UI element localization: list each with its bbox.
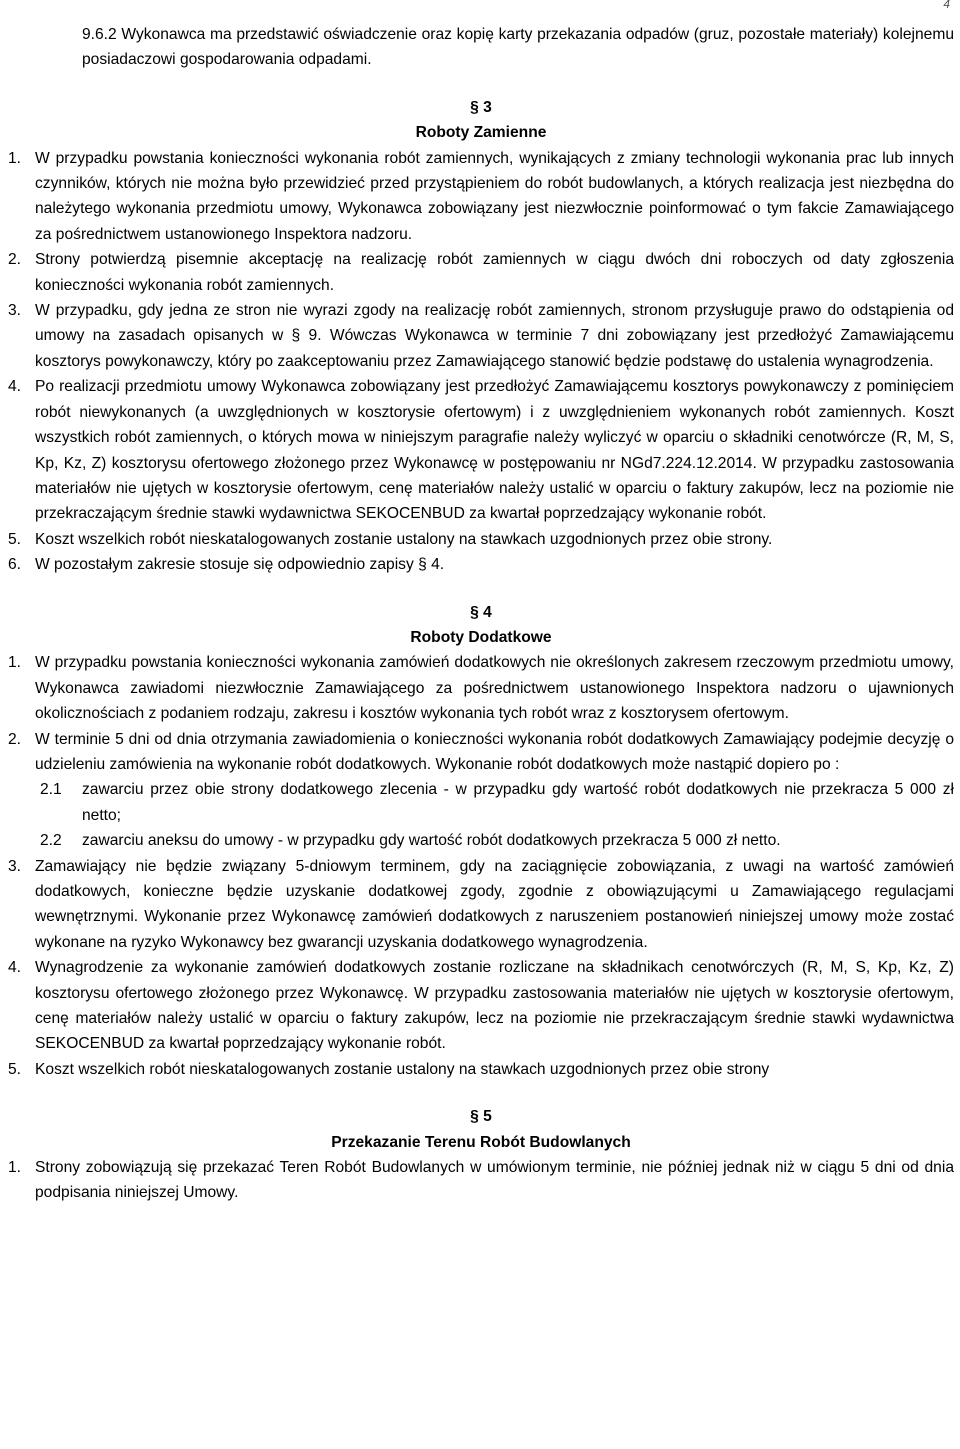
list-item	[8, 727, 954, 854]
list-item	[8, 527, 954, 552]
item-number: 3.	[8, 857, 22, 875]
list-item	[8, 247, 954, 298]
section-heading	[8, 95, 954, 146]
sub-item-number: 2.1	[40, 781, 62, 799]
page-number: 4	[943, 0, 950, 11]
list-item	[8, 552, 954, 577]
item-number: 1.	[8, 654, 22, 672]
intro-text: Wykonawca ma przedstawić oświadczenie oraz kopię karty przekazania odpadów (gruz, pozostałe materiały) kolejnemu posiadaczowi gospodarowania odpadami.	[82, 26, 954, 69]
list-item	[8, 374, 954, 526]
item-text: W przypadku, gdy jedna ze stron nie wyrazi zgody na realizację robót zamiennych, stronom przysługuje prawo do odstąpienia od umowy na zasadach opisanych w § 9. Wówczas Wykonawca w terminie 7 dni zobowiązany jest przedłożyć Zamawiającemu kosztorys powykonawczy, który po zaakceptowaniu przez Zamawiającego stanowić będzie podstawę do ustalenia wynagrodzenia.	[35, 302, 954, 370]
list-item	[8, 298, 954, 374]
list-item	[8, 1057, 954, 1082]
section-5-list	[8, 1155, 954, 1206]
section-heading	[8, 600, 954, 651]
item-text: Po realizacji przedmiotu umowy Wykonawca zobowiązany jest przedłożyć Zamawiającemu kosztorys powykonawczy z pominięciem robót niewykonanych (a uwzględnionych w kosztorysie ofertowym) i z uwzględnieniem wykonanych robót zamiennych. Koszt wszystkich robót zamiennych, o których mowa w niniejszym paragrafie należy wyliczyć w oparciu o składniki cenotwórcze (R, M, S, Kp, Kz, Z) kosztorysu ofertowego złożonego przez Wykonawcę w postępowaniu nr NGd7.224.12.2014. W przypadku zastosowania materiałów nie ujętych w kosztorysie ofertowym, cenę materiałów należy ustalić w oparciu o faktury zakupów, lecz na poziomie nie przekraczającym średnie stawki wydawnictwa SEKOCENBUD za kwartał poprzedzający wykonanie robót.	[35, 378, 954, 523]
section-4	[8, 600, 954, 1083]
item-number: 2.	[8, 730, 22, 748]
item-number: 4.	[8, 959, 22, 977]
sub-list-item	[35, 828, 954, 853]
document-content	[8, 22, 954, 1206]
list-item	[8, 146, 954, 248]
item-number: 5.	[8, 1060, 22, 1078]
item-number: 2.	[8, 251, 22, 269]
list-item	[8, 854, 954, 956]
item-text: W pozostałym zakresie stosuje się odpowiednio zapisy § 4.	[35, 556, 445, 574]
item-number: 3.	[8, 302, 22, 320]
section-symbol: § 4	[470, 603, 492, 621]
intro-number: 9.6.2	[82, 26, 117, 43]
section-title: Przekazanie Terenu Robót Budowlanych	[331, 1133, 631, 1151]
sub-list	[35, 777, 954, 853]
sub-item-text: zawarciu aneksu do umowy - w przypadku gdy wartość robót dodatkowych przekracza 5 000 zł netto.	[82, 832, 781, 850]
section-4-list	[8, 650, 954, 1082]
item-number: 6.	[8, 556, 22, 574]
list-item	[8, 1155, 954, 1206]
item-text: W przypadku powstania konieczności wykonania robót zamiennych, wynikających z zmiany technologii wykonania prac lub innych czynników, których nie można było przewidzieć przed przystąpieniem do robót budowlanych, a których realizacja jest niezbędna do należytego wykonania przedmiotu umowy, Wykonawca zobowiązany jest niezwłocznie poinformować o tym fakcie Zamawiającego za pośrednictwem ustanowionego Inspektora nadzoru.	[35, 149, 954, 243]
section-symbol: § 3	[470, 98, 492, 116]
item-number: 5.	[8, 530, 22, 548]
section-heading	[8, 1104, 954, 1155]
item-text: Strony potwierdzą pisemnie akceptację na realizację robót zamiennych w ciągu dwóch dni roboczych od daty zgłoszenia konieczności wykonania robót zamiennych.	[35, 251, 954, 294]
item-text: Zamawiający nie będzie związany 5-dniowym terminem, gdy na zaciągnięcie zobowiązania, z uwagi na wartość zamówień dodatkowych, konieczne będzie uzyskanie dodatkowej zgody, zgodnie z obowiązującymi u Zamawiającego regulacjami wewnętrznymi. Wykonanie przez Wykonawcę zamówień dodatkowych z naruszeniem postanowień niniejszej umowy może zostać wykonane na ryzyko Wykonawcy bez gwarancji uzyskania dodatkowego wynagrodzenia.	[35, 857, 954, 951]
section-title: Roboty Zamienne	[415, 124, 547, 142]
section-5	[8, 1104, 954, 1206]
item-text: Wynagrodzenie za wykonanie zamówień dodatkowych zostanie rozliczane na składnikach cenotwórczych (R, M, S, Kp, Kz, Z) kosztorysu ofertowego złożonego przez Wykonawcę. W przypadku zastosowania materiałów nie ujętych w kosztorysie ofertowym, cenę materiałów należy ustalić w oparciu o faktury zakupów, lecz na poziomie nie przekraczającym średnie stawki wydawnictwa SEKOCENBUD za kwartał poprzedzający wykonanie robót.	[35, 959, 954, 1053]
section-symbol: § 5	[470, 1108, 492, 1126]
section-title: Roboty Dodatkowe	[410, 628, 552, 646]
list-item	[8, 650, 954, 726]
section-3-list	[8, 146, 954, 578]
section-3	[8, 95, 954, 578]
list-item	[8, 955, 954, 1057]
item-number: 1.	[8, 149, 22, 167]
intro-paragraph	[8, 22, 954, 73]
item-text: W terminie 5 dni od dnia otrzymania zawiadomienia o konieczności wykonania robót dodatkowych Zamawiający podejmie decyzję o udzieleniu zamówienia na wykonanie robót dodatkowych. Wykonanie robót dodatkowych może nastąpić dopiero po :	[35, 730, 954, 773]
item-number: 4.	[8, 378, 22, 396]
item-text: Koszt wszelkich robót nieskatalogowanych zostanie ustalony na stawkach uzgodnionych przez obie strony.	[35, 530, 773, 548]
item-text: W przypadku powstania konieczności wykonania zamówień dodatkowych nie określonych zakresem rzeczowym przedmiotu umowy, Wykonawca zawiadomi niezwłocznie Zamawiającego za pośrednictwem ustanowionego Inspektora nadzoru o ujawnionych okolicznościach z podaniem rodzaju, zakresu i kosztów wykonania tych robót wraz z kosztorysem ofertowym.	[35, 654, 954, 723]
sub-item-text: zawarciu przez obie strony dodatkowego zlecenia - w przypadku gdy wartość robót dodatkowych nie przekracza 5 000 zł netto;	[82, 781, 954, 824]
item-text: Koszt wszelkich robót nieskatalogowanych zostanie ustalony na stawkach uzgodnionych przez obie strony	[35, 1060, 770, 1078]
item-text: Strony zobowiązują się przekazać Teren Robót Budowlanych w umówionym terminie, nie później jednak niż w ciągu 5 dni od dnia podpisania niniejszej Umowy.	[35, 1159, 954, 1202]
item-number: 1.	[8, 1159, 22, 1177]
sub-list-item	[35, 777, 954, 828]
sub-item-number: 2.2	[40, 832, 62, 850]
